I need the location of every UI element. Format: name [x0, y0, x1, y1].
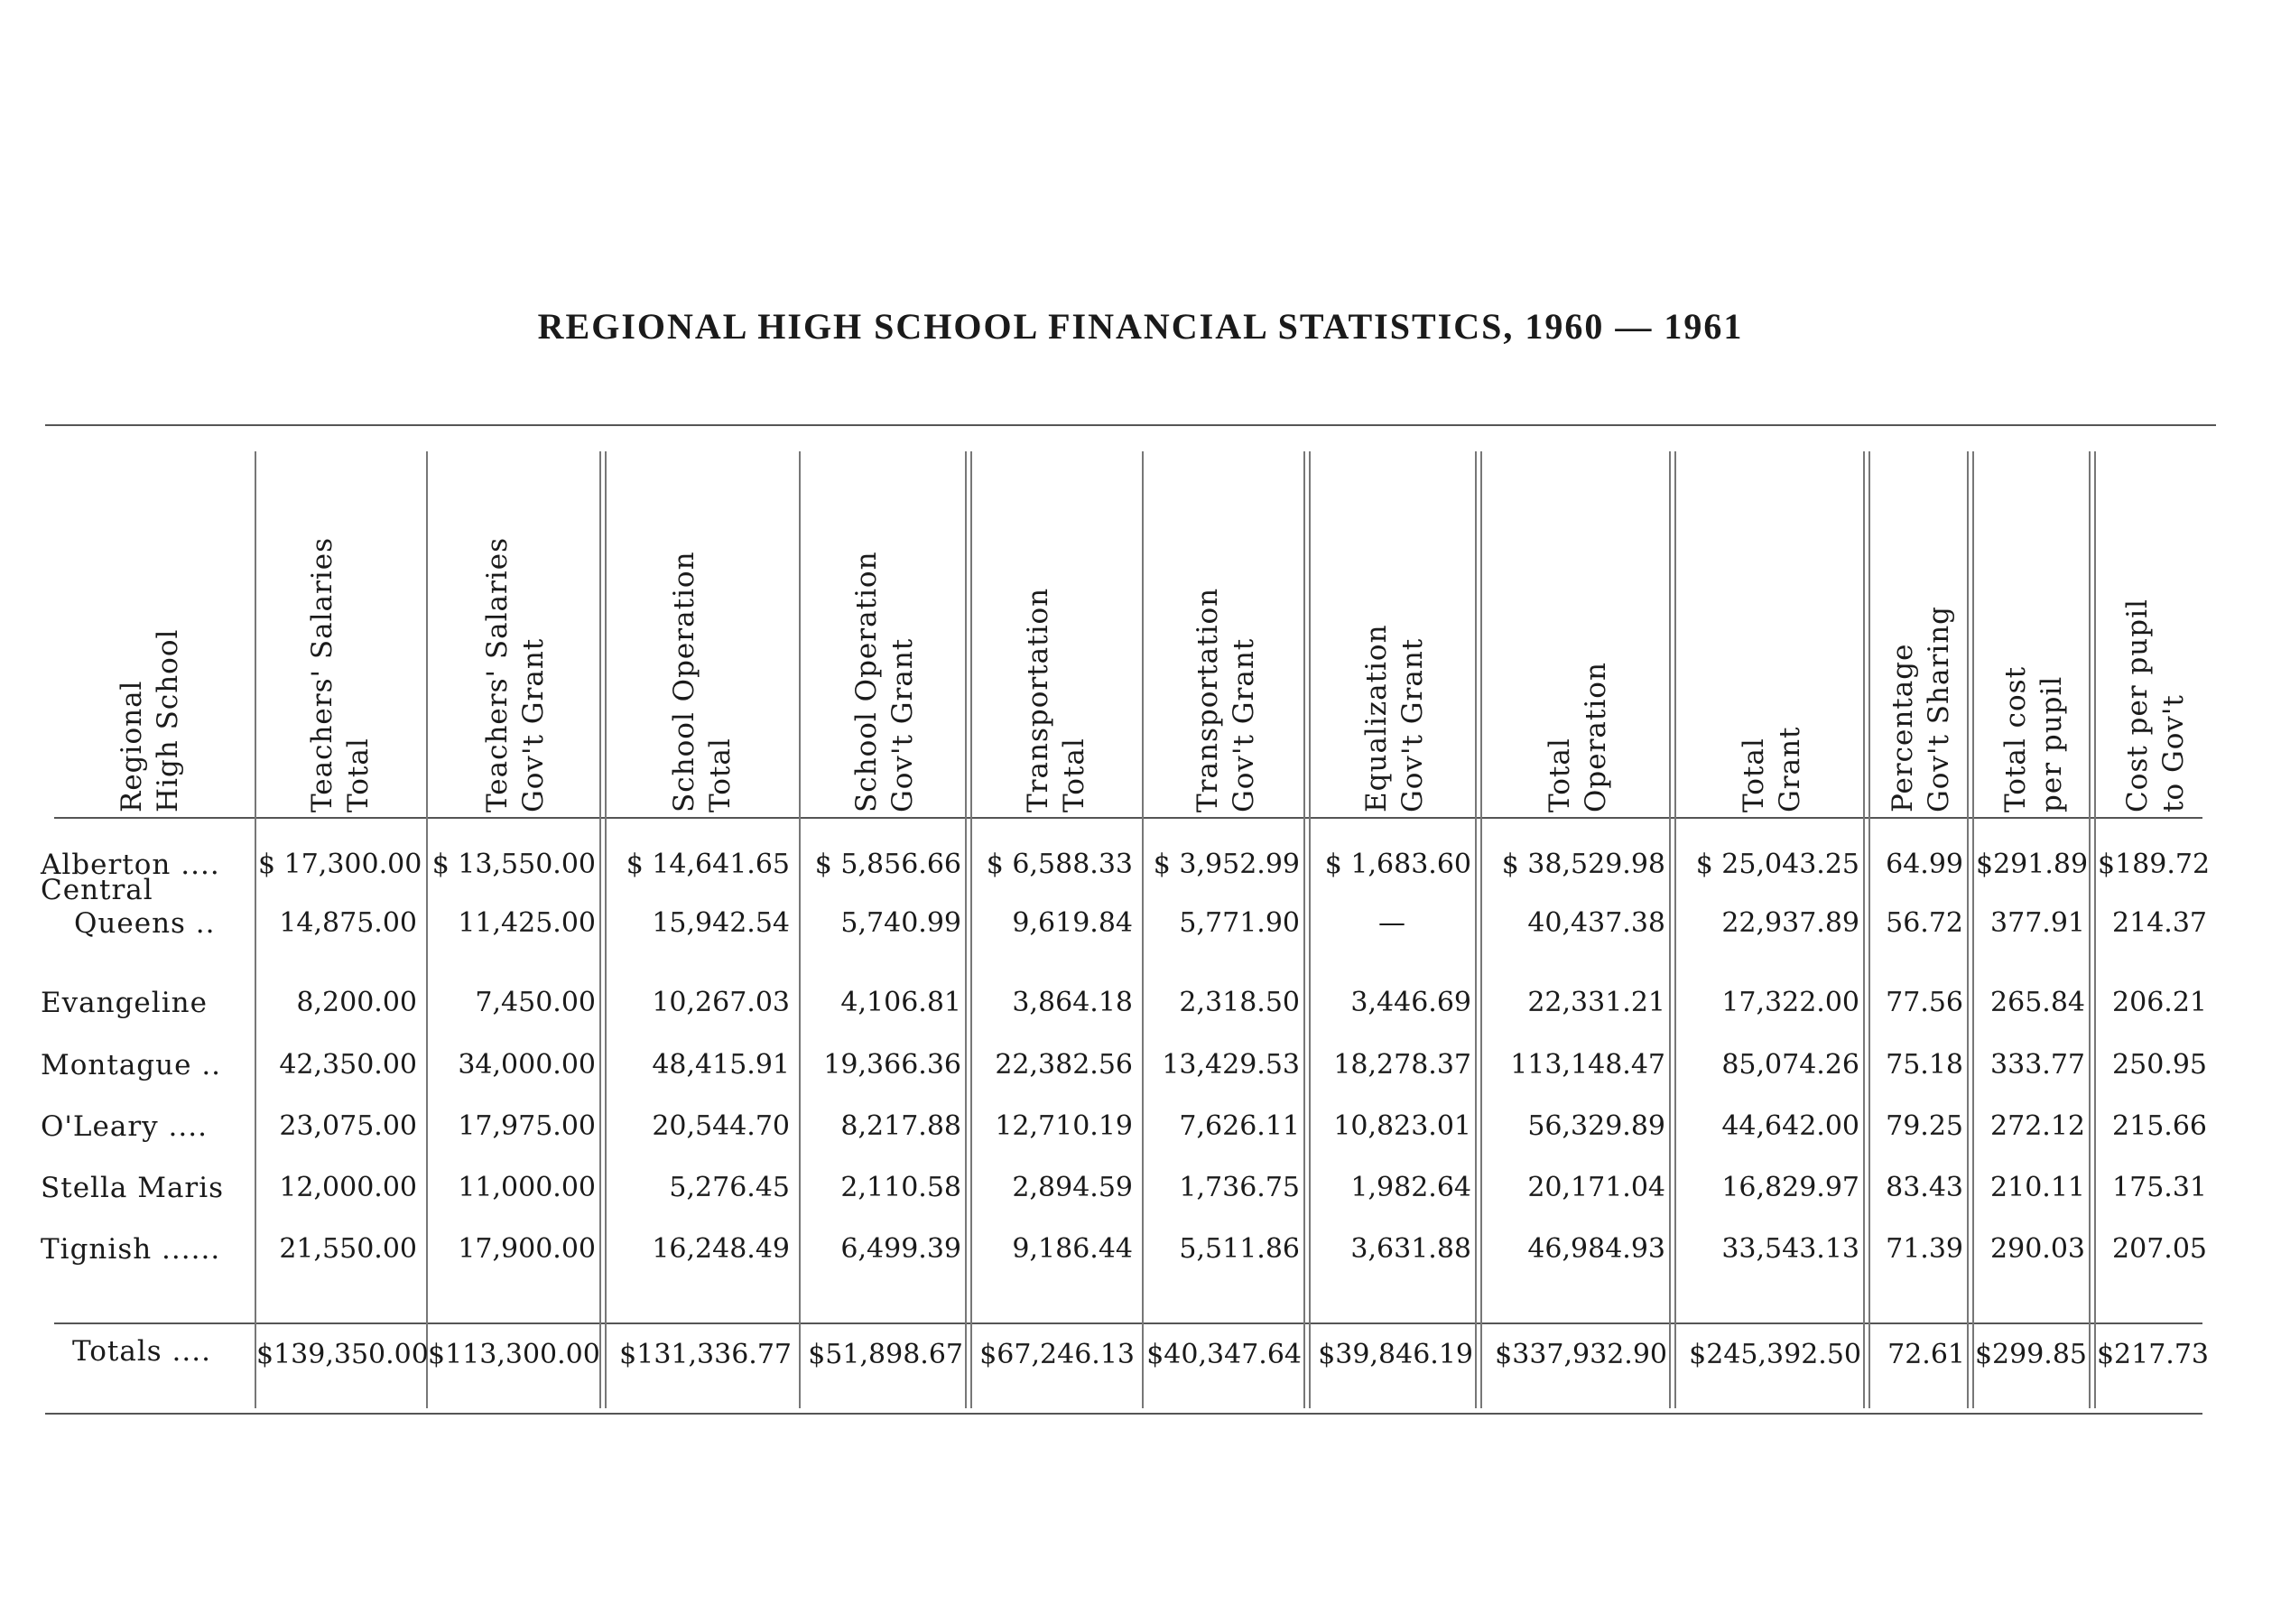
column-header [970, 469, 1142, 812]
table-cell: 3,631.88 [1350, 1233, 1471, 1265]
table-cell: 77.56 [1886, 987, 1963, 1018]
table-cell: 13,429.53 [1162, 1049, 1300, 1081]
table-cell: 3,864.18 [1012, 987, 1133, 1018]
school-name: O'Leary .... [41, 1110, 208, 1143]
table-cell: 1,736.75 [1179, 1172, 1300, 1203]
column-header [799, 469, 970, 812]
table-cell: 10,267.03 [652, 987, 790, 1018]
column-header-label [1020, 588, 1092, 812]
table-cell: $ 5,856.66 [814, 849, 961, 880]
column-header-line: Total cost [1998, 665, 2032, 812]
table-cell: 17,975.00 [458, 1110, 596, 1142]
table-cell: 64.99 [1886, 849, 1963, 880]
column-header-line: Operation [1579, 662, 1612, 812]
column-header [1142, 469, 1309, 812]
table-cell: $ 17,300.00 [258, 849, 422, 880]
table-cell: 42,350.00 [279, 1049, 417, 1081]
table-cell: 210.11 [1990, 1172, 2085, 1203]
table-cell: 5,740.99 [840, 907, 961, 939]
column-header-label [848, 551, 921, 812]
column-header-line: Teachers' Salaries [306, 537, 338, 812]
column-header-line: Transportation [1022, 587, 1054, 812]
table-cell: 56,329.89 [1527, 1110, 1665, 1142]
column-header [2094, 469, 2216, 812]
column-header-line: to Gov't [2156, 694, 2190, 812]
table-cell: 56.72 [1886, 907, 1963, 939]
table-cell: $ 13,550.00 [431, 849, 596, 880]
table-cell: 12,000.00 [279, 1172, 417, 1203]
table-cell: 215.66 [2112, 1110, 2207, 1142]
column-header-line: Gov't Grant [1227, 637, 1260, 812]
column-header-label [114, 629, 186, 812]
table-cell: 83.43 [1886, 1172, 1963, 1203]
table-cell: 2,894.59 [1012, 1172, 1133, 1203]
table-cell: 19,366.36 [823, 1049, 961, 1081]
table-cell: 10,823.01 [1333, 1110, 1471, 1142]
column-header-label [304, 537, 376, 812]
table-cell: $ 38,529.98 [1501, 849, 1665, 880]
table-rule [54, 817, 2202, 819]
table-cell: 15,942.54 [652, 907, 790, 939]
page-title: REGIONAL HIGH SCHOOL FINANCIAL STATISTICS, 1960 — 1961 [537, 306, 1744, 347]
table-cell: 272.12 [1990, 1110, 2085, 1142]
totals-cell: 72.61 [1887, 1339, 1965, 1370]
table-cell: 2,110.58 [840, 1172, 961, 1203]
table-cell: 18,278.37 [1333, 1049, 1471, 1081]
table-cell: 17,322.00 [1721, 987, 1859, 1018]
table-cell: 6,499.39 [840, 1233, 961, 1265]
totals-cell: $299.85 [1974, 1339, 2087, 1370]
table-rule [45, 424, 2216, 426]
table-cell: 333.77 [1990, 1049, 2085, 1081]
table-cell: 3,446.69 [1350, 987, 1471, 1018]
totals-label: Totals .... [72, 1335, 211, 1368]
table-cell: 8,217.88 [840, 1110, 961, 1142]
column-header [1972, 469, 2094, 812]
table-cell: 175.31 [2112, 1172, 2207, 1203]
totals-cell: $113,300.00 [428, 1339, 600, 1370]
table-cell: 7,450.00 [475, 987, 596, 1018]
column-header-line: School Operation [850, 551, 883, 812]
column-header-line: Gov't Grant [886, 637, 919, 812]
table-cell: 16,248.49 [652, 1233, 790, 1265]
table-rule [45, 1413, 2202, 1415]
table-cell: $ 3,952.99 [1153, 849, 1300, 880]
column-header-line: High School [152, 628, 184, 812]
school-name: Queens .. [74, 907, 216, 940]
column-header-line: School Operation [667, 551, 700, 812]
column-header-label [1542, 662, 1614, 812]
table-cell: 290.03 [1990, 1233, 2085, 1265]
table-cell: $ 6,588.33 [986, 849, 1133, 880]
school-name: Central [41, 874, 153, 906]
column-header-line: Equalization [1360, 624, 1393, 812]
column-header-line: Total [342, 738, 375, 812]
column-header [1309, 469, 1480, 812]
table-cell: 22,331.21 [1527, 987, 1665, 1018]
totals-cell: $40,347.64 [1146, 1339, 1302, 1370]
totals-cell: $245,392.50 [1689, 1339, 1861, 1370]
column-header [255, 469, 426, 812]
totals-cell: $67,246.13 [979, 1339, 1135, 1370]
column-header-line: Grant [1773, 726, 1806, 812]
table-cell: 12,710.19 [995, 1110, 1133, 1142]
table-cell: 11,425.00 [458, 907, 596, 939]
table-cell: 22,937.89 [1721, 907, 1859, 939]
column-header [1674, 469, 1868, 812]
column-header-line: Total [1058, 738, 1090, 812]
table-cell: 377.91 [1990, 907, 2085, 939]
table-cell: 40,437.38 [1527, 907, 1665, 939]
table-cell: 14,875.00 [279, 907, 417, 939]
table-cell: 21,550.00 [279, 1233, 417, 1265]
table-cell: 16,829.97 [1721, 1172, 1859, 1203]
table-cell: 9,619.84 [1012, 907, 1133, 939]
column-header-line: Gov't Sharing [1922, 605, 1955, 812]
table-cell: 214.37 [2112, 907, 2207, 939]
table-cell: 20,544.70 [652, 1110, 790, 1142]
table-cell: 44,642.00 [1721, 1110, 1859, 1142]
table-cell: 5,511.86 [1179, 1233, 1300, 1265]
totals-cell: $217.73 [2096, 1339, 2209, 1370]
table-cell: 34,000.00 [458, 1049, 596, 1081]
column-header-label [479, 537, 552, 812]
table-cell: 9,186.44 [1012, 1233, 1133, 1265]
table-cell: 79.25 [1886, 1110, 1963, 1142]
column-header-line: Gov't Grant [1396, 637, 1429, 812]
column-header-line: Total [703, 738, 737, 812]
table-cell: 85,074.26 [1721, 1049, 1859, 1081]
column-header-line: per pupil [2035, 675, 2068, 812]
table-cell: 23,075.00 [279, 1110, 417, 1142]
totals-cell: $131,336.77 [619, 1339, 792, 1370]
column-header-line: Transportation [1191, 587, 1224, 812]
column-header [1480, 469, 1674, 812]
totals-cell: $39,846.19 [1318, 1339, 1473, 1370]
column-header [605, 469, 799, 812]
column-header [1868, 469, 1972, 812]
column-header-line: Regional [116, 680, 148, 812]
column-header-line: Total [1543, 738, 1576, 812]
table-cell: 11,000.00 [458, 1172, 596, 1203]
table-cell: 7,626.11 [1179, 1110, 1300, 1142]
table-cell: 113,148.47 [1510, 1049, 1665, 1081]
column-header-line: Gov't Grant [517, 637, 550, 812]
table-cell: 46,984.93 [1527, 1233, 1665, 1265]
column-header-label [1358, 624, 1431, 812]
school-name: Evangeline [41, 987, 208, 1019]
table-cell: $291.89 [1976, 849, 2089, 880]
table-cell: 17,900.00 [458, 1233, 596, 1265]
column-header-label [1736, 727, 1808, 813]
table-cell: 20,171.04 [1527, 1172, 1665, 1203]
school-name: Stella Maris [41, 1172, 225, 1204]
table-cell: 250.95 [2112, 1049, 2207, 1081]
table-cell: $ 1,683.60 [1324, 849, 1471, 880]
table-cell: 5,276.45 [669, 1172, 790, 1203]
totals-cell: $139,350.00 [256, 1339, 429, 1370]
table-cell: 48,415.91 [652, 1049, 790, 1081]
column-header-line: Cost per pupil [2120, 599, 2154, 812]
school-name: Montague .. [41, 1049, 222, 1081]
column-header-label [666, 551, 738, 812]
table-cell: 71.39 [1886, 1233, 1963, 1265]
table-cell: 207.05 [2112, 1233, 2207, 1265]
column-header-line: Teachers' Salaries [481, 537, 514, 812]
school-name: Alberton .... [41, 849, 220, 881]
table-cell: 206.21 [2112, 987, 2207, 1018]
table-cell: 22,382.56 [995, 1049, 1133, 1081]
table-cell: $ 14,641.65 [626, 849, 790, 880]
table-cell: 265.84 [1990, 987, 2085, 1018]
column-header-label [1998, 666, 2070, 812]
column-header-label [1885, 606, 1957, 812]
table-cell: 75.18 [1886, 1049, 1963, 1081]
table-cell: 33,543.13 [1721, 1233, 1859, 1265]
table-cell: 2,318.50 [1179, 987, 1300, 1018]
totals-cell: $337,932.90 [1495, 1339, 1667, 1370]
column-header [45, 469, 255, 812]
column-header [426, 469, 605, 812]
table-cell: 1,982.64 [1350, 1172, 1471, 1203]
school-name: Tignish ...... [41, 1233, 221, 1266]
column-header-line: Total [1737, 738, 1770, 812]
column-header-label [2119, 599, 2192, 812]
column-header-label [1190, 588, 1262, 812]
column-header-line: Percentage [1886, 643, 1919, 812]
table-rule [54, 1322, 2202, 1324]
table-cell: 5,771.90 [1179, 907, 1300, 939]
table-cell: 4,106.81 [840, 987, 961, 1018]
totals-cell: $51,898.67 [808, 1339, 963, 1370]
table-cell: 8,200.00 [296, 987, 417, 1018]
table-cell: $ 25,043.25 [1695, 849, 1859, 880]
table-cell: — [1378, 907, 1405, 939]
table-cell: $189.72 [2098, 849, 2211, 880]
